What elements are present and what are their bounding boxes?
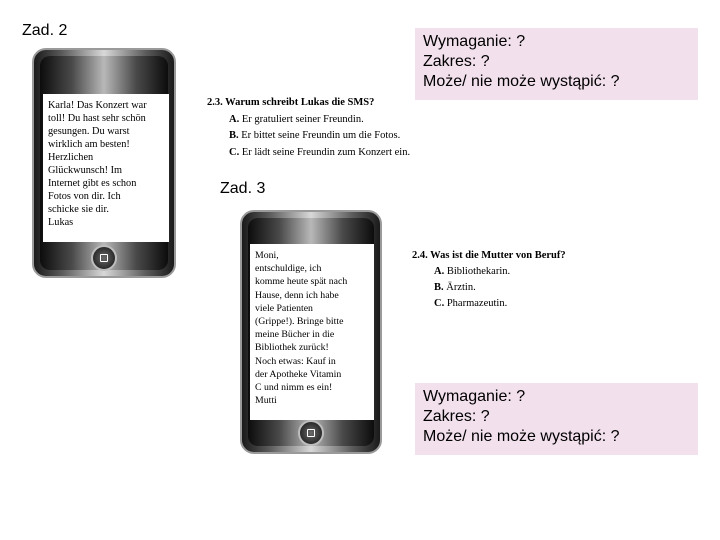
option-letter: B. — [229, 130, 239, 141]
scope-text: Zakres: ? — [423, 53, 490, 70]
sms-line: Herzlichen — [48, 152, 94, 163]
sms-line: Moni, — [255, 250, 279, 261]
option-letter: C. — [229, 146, 240, 158]
sms-line: entschuldige, ich — [255, 263, 322, 275]
answer-option — [207, 128, 410, 145]
answer-option — [412, 280, 566, 296]
info-box-2 — [415, 383, 698, 455]
answer-option — [412, 264, 566, 280]
scope-text: Zakres: ? — [423, 408, 490, 425]
option-text: Er lädt seine Freundin zum Konzert ein. — [241, 146, 411, 158]
answer-option — [207, 112, 410, 129]
sms-line: viele Patienten — [255, 302, 313, 314]
occurrence-text: Może/ nie może wystąpić: ? — [423, 73, 620, 90]
info-box-1 — [415, 28, 698, 100]
option-text: Bibliothekarin. — [446, 266, 511, 277]
task3-label: Zad. 3 — [220, 180, 266, 197]
task2-label: Zad. 2 — [22, 22, 68, 39]
option-letter: B. — [434, 282, 444, 293]
option-text: Ärztin. — [446, 282, 476, 293]
option-letter: A. — [434, 266, 445, 277]
sms-line: der Apotheke Vitamin — [255, 368, 342, 380]
sms-line: Noch etwas: Kauf in — [255, 355, 336, 367]
sms-screen-2 — [250, 244, 374, 420]
answer-option — [412, 296, 566, 312]
occurrence-text: Może/ nie może wystąpić: ? — [423, 428, 620, 445]
sms-line: C und nimm es ein! — [255, 382, 333, 394]
requirement-text: Wymaganie: ? — [423, 33, 526, 50]
question-2-3 — [207, 95, 410, 161]
sms-line: Lukas — [48, 217, 74, 228]
sms-line: Mutti — [255, 395, 277, 407]
option-letter: C. — [434, 298, 445, 309]
option-text: Pharmazeutin. — [446, 298, 508, 309]
sms-line: Bibliothek zurück! — [255, 342, 329, 354]
option-text: Er gratuliert seiner Freundin. — [241, 113, 364, 125]
sms-line: gesungen. Du warst — [48, 126, 130, 137]
requirement-text: Wymaganie: ? — [423, 388, 526, 405]
sms-line: wirklich am besten! — [48, 139, 130, 150]
sms-line: Glückwunsch! Im — [48, 165, 123, 176]
sms-line: Fotos von dir. Ich — [48, 191, 121, 202]
sms-line: schicke sie dir. — [48, 204, 109, 215]
question-title: 2.4. Was ist die Mutter von Beruf? — [412, 250, 566, 261]
home-button-icon — [298, 420, 324, 446]
home-button-icon — [91, 245, 117, 271]
sms-line: Karla! Das Konzert war — [48, 100, 147, 111]
phone-1 — [32, 48, 176, 278]
phone-2 — [240, 210, 382, 454]
sms-line: toll! Du hast sehr schön — [48, 113, 146, 124]
option-text: Er bittet seine Freundin um die Fotos. — [241, 130, 401, 141]
answer-option — [207, 145, 410, 162]
sms-screen-1 — [43, 94, 169, 242]
sms-line: komme heute spät nach — [255, 276, 348, 288]
question-title: 2.3. Warum schreibt Lukas die SMS? — [207, 97, 375, 108]
sms-line: Hause, denn ich habe — [255, 289, 339, 301]
sms-line: meine Bücher in die — [255, 329, 335, 341]
sms-line: Internet gibt es schon — [48, 178, 137, 189]
question-2-4 — [412, 248, 566, 312]
sms-line: (Grippe!). Bringe bitte — [255, 316, 344, 328]
option-letter: A. — [229, 113, 240, 125]
